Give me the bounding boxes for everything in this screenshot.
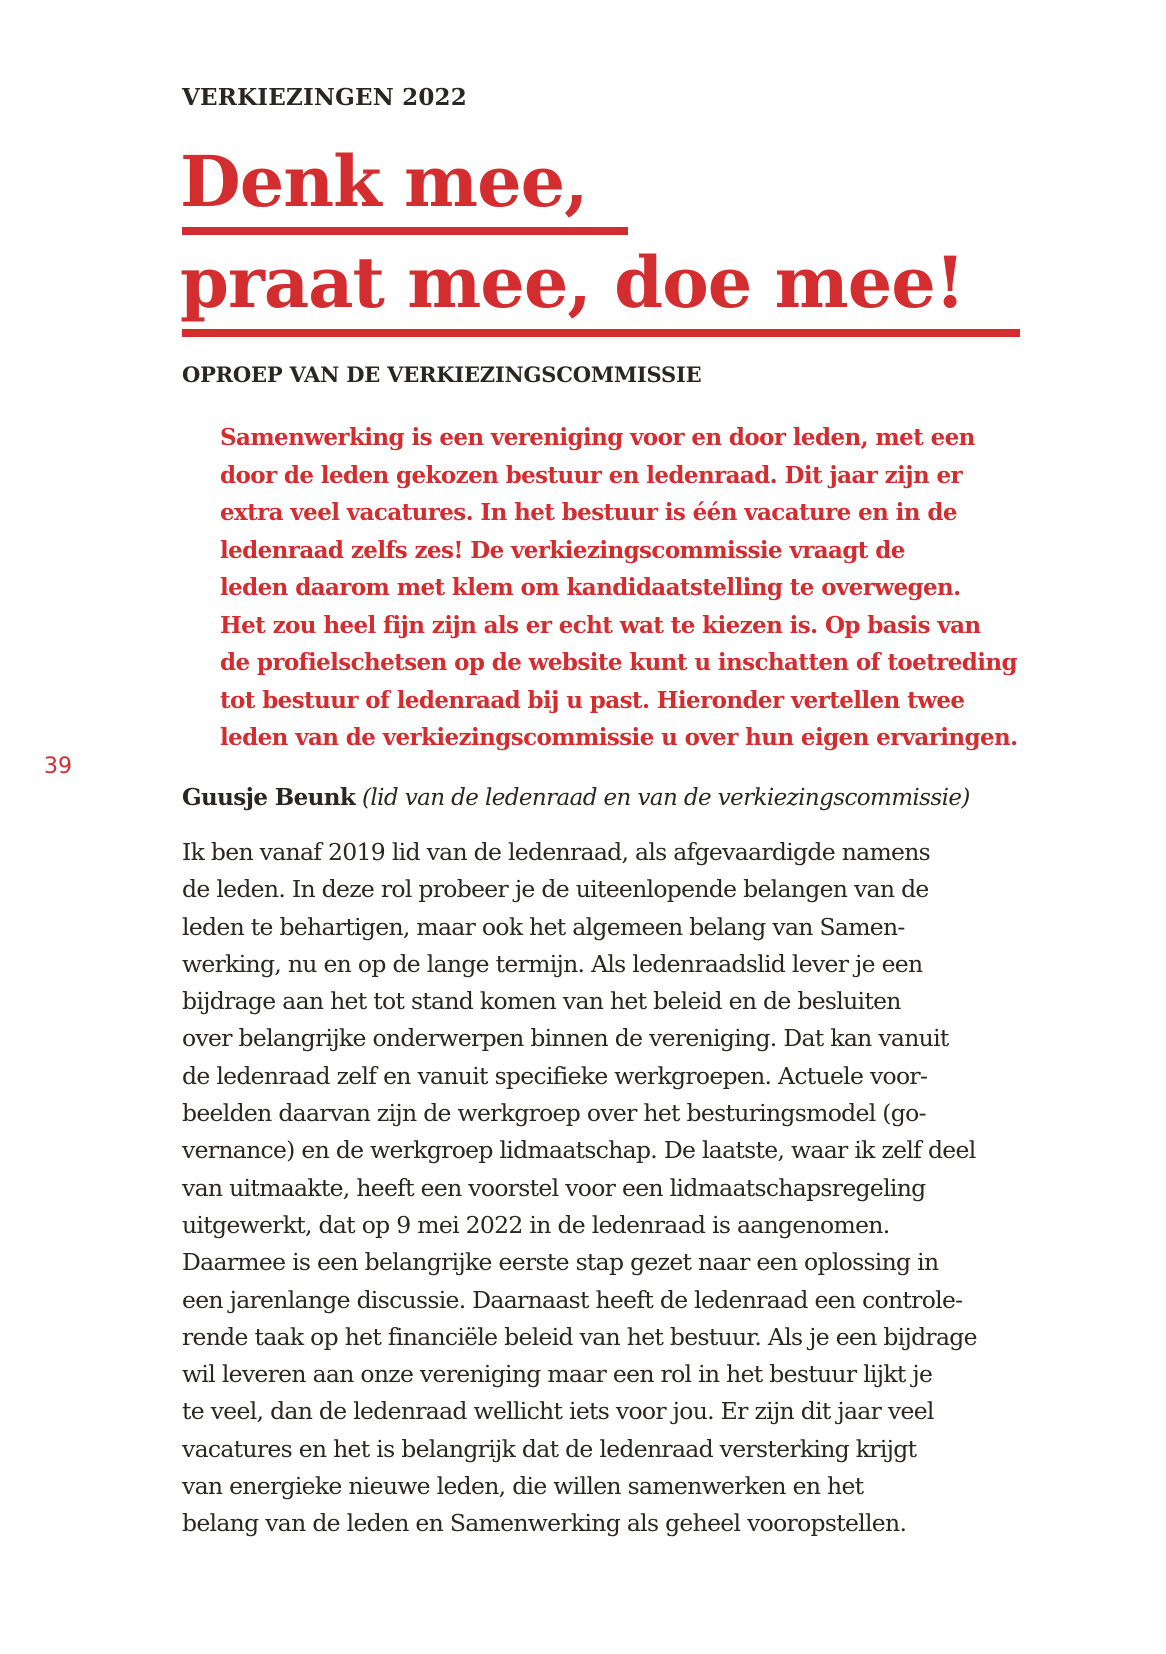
- body-line: belang van de leden en Samenwerking als geheel vooropstellen.: [182, 1509, 907, 1538]
- intro-line: Het zou heel fijn zijn als er echt wat te kiezen is. Op basis van: [220, 611, 981, 639]
- body-line: rende taak op het financiële beleid van het bestuur. Als je een bijdrage: [182, 1322, 977, 1351]
- body-line: uitgewerkt, dat op 9 mei 2022 in de ledenraad is aangenomen.: [182, 1210, 890, 1239]
- page-number: 39: [44, 754, 72, 779]
- page-title-line-1: Denk mee,: [180, 140, 588, 223]
- body-paragraph: [182, 834, 1042, 1543]
- body-line: wil leveren aan onze vereniging maar een rol in het bestuur lijkt je: [182, 1360, 933, 1389]
- intro-line: Samenwerking is een vereniging voor en door leden, met een: [220, 424, 975, 451]
- intro-line: de profielschetsen op de website kunt u inschatten of toetreding: [220, 649, 1017, 676]
- intro-line: door de leden gekozen bestuur en ledenraad. Dit jaar zijn er: [220, 461, 963, 489]
- subheading: OPROEP VAN DE VERKIEZINGSCOMMISSIE: [182, 362, 702, 387]
- body-line: bijdrage aan het tot stand komen van het beleid en de besluiten: [182, 987, 901, 1016]
- body-line: de ledenraad zelf en vanuit specifieke werkgroepen. Actuele voor-: [182, 1061, 928, 1090]
- intro-paragraph: [220, 419, 1050, 757]
- body-line: Ik ben vanaf 2019 lid van de ledenraad, als afgevaardigde namens: [182, 838, 931, 866]
- body-line: over belangrijke onderwerpen binnen de vereniging. Dat kan vanuit: [182, 1024, 949, 1053]
- body-line: van uitmaakte, heeft een voorstel voor een lidmaatschapsregeling: [182, 1173, 926, 1202]
- body-line: vernance) en de werkgroep lidmaatschap. De laatste, waar ik zelf deel: [182, 1136, 976, 1165]
- section-kicker: VERKIEZINGEN 2022: [182, 84, 467, 111]
- body-line: Daarmee is een belangrijke eerste stap gezet naar een oplossing in: [182, 1248, 939, 1277]
- title-underline-1: [182, 227, 628, 235]
- body-line: beelden daarvan zijn de werkgroep over het besturingsmodel (go-: [182, 1099, 926, 1128]
- body-line: een jarenlange discussie. Daarnaast heeft de ledenraad een controle-: [182, 1285, 963, 1314]
- body-line: te veel, dan de ledenraad wellicht iets voor jou. Er zijn dit jaar veel: [182, 1397, 934, 1426]
- intro-line: leden van de verkiezingscommissie u over hun eigen ervaringen.: [220, 724, 1018, 751]
- author-role: (lid van de ledenraad en van de verkiezingscommissie): [361, 785, 970, 811]
- intro-line: leden daarom met klem om kandidaatstelling te overwegen.: [220, 574, 961, 601]
- page-title-line-2: praat mee, doe mee!: [180, 241, 965, 324]
- body-line: werking, nu en op de lange termijn. Als ledenraadslid lever je een: [182, 949, 923, 978]
- intro-line: extra veel vacatures. In het bestuur is één vacature en in de: [220, 499, 957, 526]
- author-name: Guusje Beunk: [182, 784, 356, 811]
- intro-line: ledenraad zelfs zes! De verkiezingscommissie vraagt de: [220, 536, 905, 564]
- body-line: de leden. In deze rol probeer je de uiteenlopende belangen van de: [182, 875, 929, 904]
- intro-line: tot bestuur of ledenraad bij u past. Hieronder vertellen twee: [220, 686, 965, 714]
- body-line: leden te behartigen, maar ook het algemeen belang van Samen-: [182, 912, 905, 941]
- title-underline-2: [182, 329, 1020, 337]
- body-line: vacatures en het is belangrijk dat de ledenraad versterking krijgt: [182, 1434, 917, 1463]
- body-line: van energieke nieuwe leden, die willen samenwerken en het: [182, 1472, 864, 1501]
- author-byline: [182, 784, 970, 811]
